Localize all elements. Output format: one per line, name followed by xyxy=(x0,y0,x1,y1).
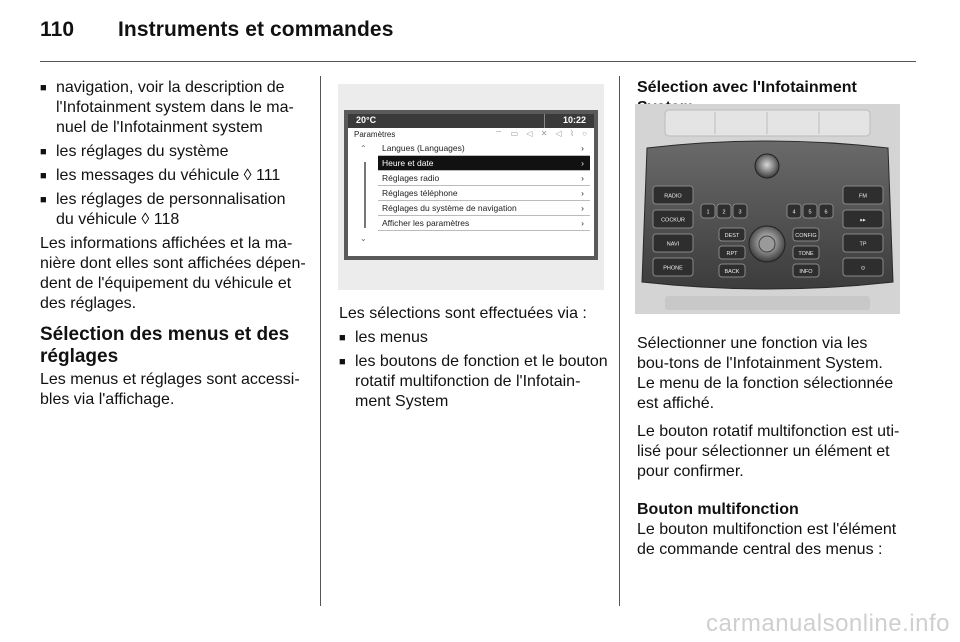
page-header xyxy=(40,18,393,42)
settings-item-label: Afficher les paramètres xyxy=(382,218,470,228)
settings-list-item[interactable] xyxy=(378,216,590,231)
settings-list-item[interactable] xyxy=(378,141,590,156)
panel-button-label: 3 xyxy=(738,209,742,216)
panel-button-label: PHONE xyxy=(663,265,683,272)
control-panel-illustration xyxy=(635,104,900,314)
preset-button[interactable] xyxy=(819,204,833,218)
temperature-readout: 20°C xyxy=(356,115,377,125)
preset-button[interactable] xyxy=(733,204,747,218)
rotary-paragraph: Le bouton rotatif multifonction est uti-lisé pour sélectionner un élément et pour confirmer. xyxy=(637,423,900,480)
bullet-item: ■ les réglages du système xyxy=(40,142,306,162)
settings-list-item[interactable] xyxy=(378,186,590,201)
panel-button-label: ▸▸ xyxy=(860,217,866,224)
preset-button[interactable] xyxy=(701,204,715,218)
panel-button-label: RPT xyxy=(726,251,738,257)
panel-button-label: 6 xyxy=(824,209,828,216)
settings-item-label: Réglages radio xyxy=(382,173,440,183)
bullet-item: ■ les boutons de fonction et le bouton rotatif multifonction de l'Infotain-ment System xyxy=(339,352,609,412)
bullet-item: ■ les réglages de personnalisation du véhicule ◊ 118 xyxy=(40,190,306,230)
panel-button-label: NAVI xyxy=(666,241,680,248)
settings-item-label: Réglages téléphone xyxy=(382,188,458,198)
page-title: Instruments et commandes xyxy=(118,18,394,41)
scroll-down-icon: ⌄ xyxy=(360,234,367,243)
chevron-right-icon: › xyxy=(581,143,584,153)
panel-button-label: INFO xyxy=(799,269,813,275)
bullet-item: ■ navigation, voir la description de l'Infotainment system dans le ma-nuel de l'Infotainment system xyxy=(40,78,306,138)
function-paragraph: Sélectionner une fonction via les bou-tons de l'Infotainment System. Le menu de la fonction sélectionnée est affiché. xyxy=(637,335,894,412)
panel-button-label: COCKUR xyxy=(661,217,685,224)
panel-button-right[interactable] xyxy=(843,210,883,228)
panel-button-label: 5 xyxy=(808,209,812,216)
settings-item-label: Réglages du système de navigation xyxy=(382,203,517,213)
preset-button[interactable] xyxy=(803,204,817,218)
panel-button-label: FM xyxy=(859,193,867,200)
display-bezel xyxy=(344,110,598,260)
column-3 xyxy=(637,334,903,568)
column-divider-1 xyxy=(320,76,321,606)
panel-button-label: TP xyxy=(859,241,867,248)
settings-screen-figure xyxy=(338,84,604,290)
status-bar xyxy=(348,114,594,128)
panel-button-label: DEST xyxy=(724,233,740,239)
bullet-item: ■ les messages du véhicule ◊ 111 xyxy=(40,166,306,186)
screen-title: Paramètres xyxy=(354,130,396,139)
panel-button-center[interactable] xyxy=(719,228,745,241)
panel-button-right[interactable] xyxy=(843,258,883,276)
panel-button-label: 1 xyxy=(706,209,710,216)
panel-button-center[interactable] xyxy=(719,264,745,277)
info-paragraph: Les informations affichées et la ma-nière dont elles sont affichées dépen-dent de l'équipement du véhicule et des réglages. xyxy=(40,235,306,312)
panel-button-label: RADIO xyxy=(664,193,682,200)
header-rule xyxy=(40,61,916,62)
column-1 xyxy=(40,78,306,418)
page-number: 110 xyxy=(40,18,75,41)
column-divider-2 xyxy=(619,76,620,606)
access-paragraph: Les menus et réglages sont accessi-bles via l'affichage. xyxy=(40,371,300,408)
panel-button-right[interactable] xyxy=(843,234,883,252)
clock-readout: 10:22 xyxy=(562,115,586,125)
panel-button-right[interactable] xyxy=(843,186,883,204)
panel-button-center[interactable] xyxy=(793,246,819,259)
preset-button[interactable] xyxy=(717,204,731,218)
panel-button-left[interactable] xyxy=(653,186,693,204)
panel-button-label: BACK xyxy=(724,269,740,275)
scroll-up-icon: ⌃ xyxy=(360,144,367,153)
multifunction-heading: Bouton multifonction xyxy=(637,501,799,518)
settings-list-item[interactable] xyxy=(378,201,590,216)
control-panel-figure xyxy=(635,104,900,314)
panel-button-center[interactable] xyxy=(719,246,745,259)
multifunction-paragraph: Le bouton multifonction est l'élément de commande central des menus : xyxy=(637,521,897,558)
settings-list-item[interactable] xyxy=(378,171,590,186)
panel-button-label: ⊙ xyxy=(860,265,866,272)
selection-intro: Les sélections sont effectuées via : xyxy=(339,305,587,322)
scrollbar xyxy=(364,162,366,228)
selection-bullets xyxy=(339,328,609,412)
section-heading: Sélection des menus et des réglages xyxy=(40,324,290,367)
panel-button-center[interactable] xyxy=(793,264,819,277)
chevron-right-icon: › xyxy=(581,158,584,168)
settings-list-item[interactable] xyxy=(378,156,590,171)
watermark: carmanualsonline.info xyxy=(706,610,950,637)
display-screen xyxy=(348,114,594,256)
settings-list xyxy=(378,141,590,231)
settings-item-label: Langues (Languages) xyxy=(382,143,465,153)
panel-button-left[interactable] xyxy=(653,234,693,252)
chevron-right-icon: › xyxy=(581,203,584,213)
panel-button-left[interactable] xyxy=(653,210,693,228)
status-icons: ⌔ ▭ ◁ ✕ ◁ ⌇ ○ xyxy=(494,129,590,138)
chevron-right-icon: › xyxy=(581,188,584,198)
bullet-item: ■ les menus xyxy=(339,328,609,348)
panel-button-label: TONE xyxy=(798,251,814,257)
settings-item-label: Heure et date xyxy=(382,158,434,168)
chevron-right-icon: › xyxy=(581,218,584,228)
column-2 xyxy=(339,304,609,416)
panel-button-label: 2 xyxy=(722,209,726,216)
status-separator xyxy=(544,114,545,128)
chevron-right-icon: › xyxy=(581,173,584,183)
menu-bullets xyxy=(40,78,306,230)
panel-button-center[interactable] xyxy=(793,228,819,241)
panel-button-label: CONFIG xyxy=(795,233,817,239)
preset-button[interactable] xyxy=(787,204,801,218)
panel-button-label: 4 xyxy=(792,209,796,216)
panel-button-left[interactable] xyxy=(653,258,693,276)
infotainment-heading: Sélection avec l'Infotainment xyxy=(637,79,857,96)
